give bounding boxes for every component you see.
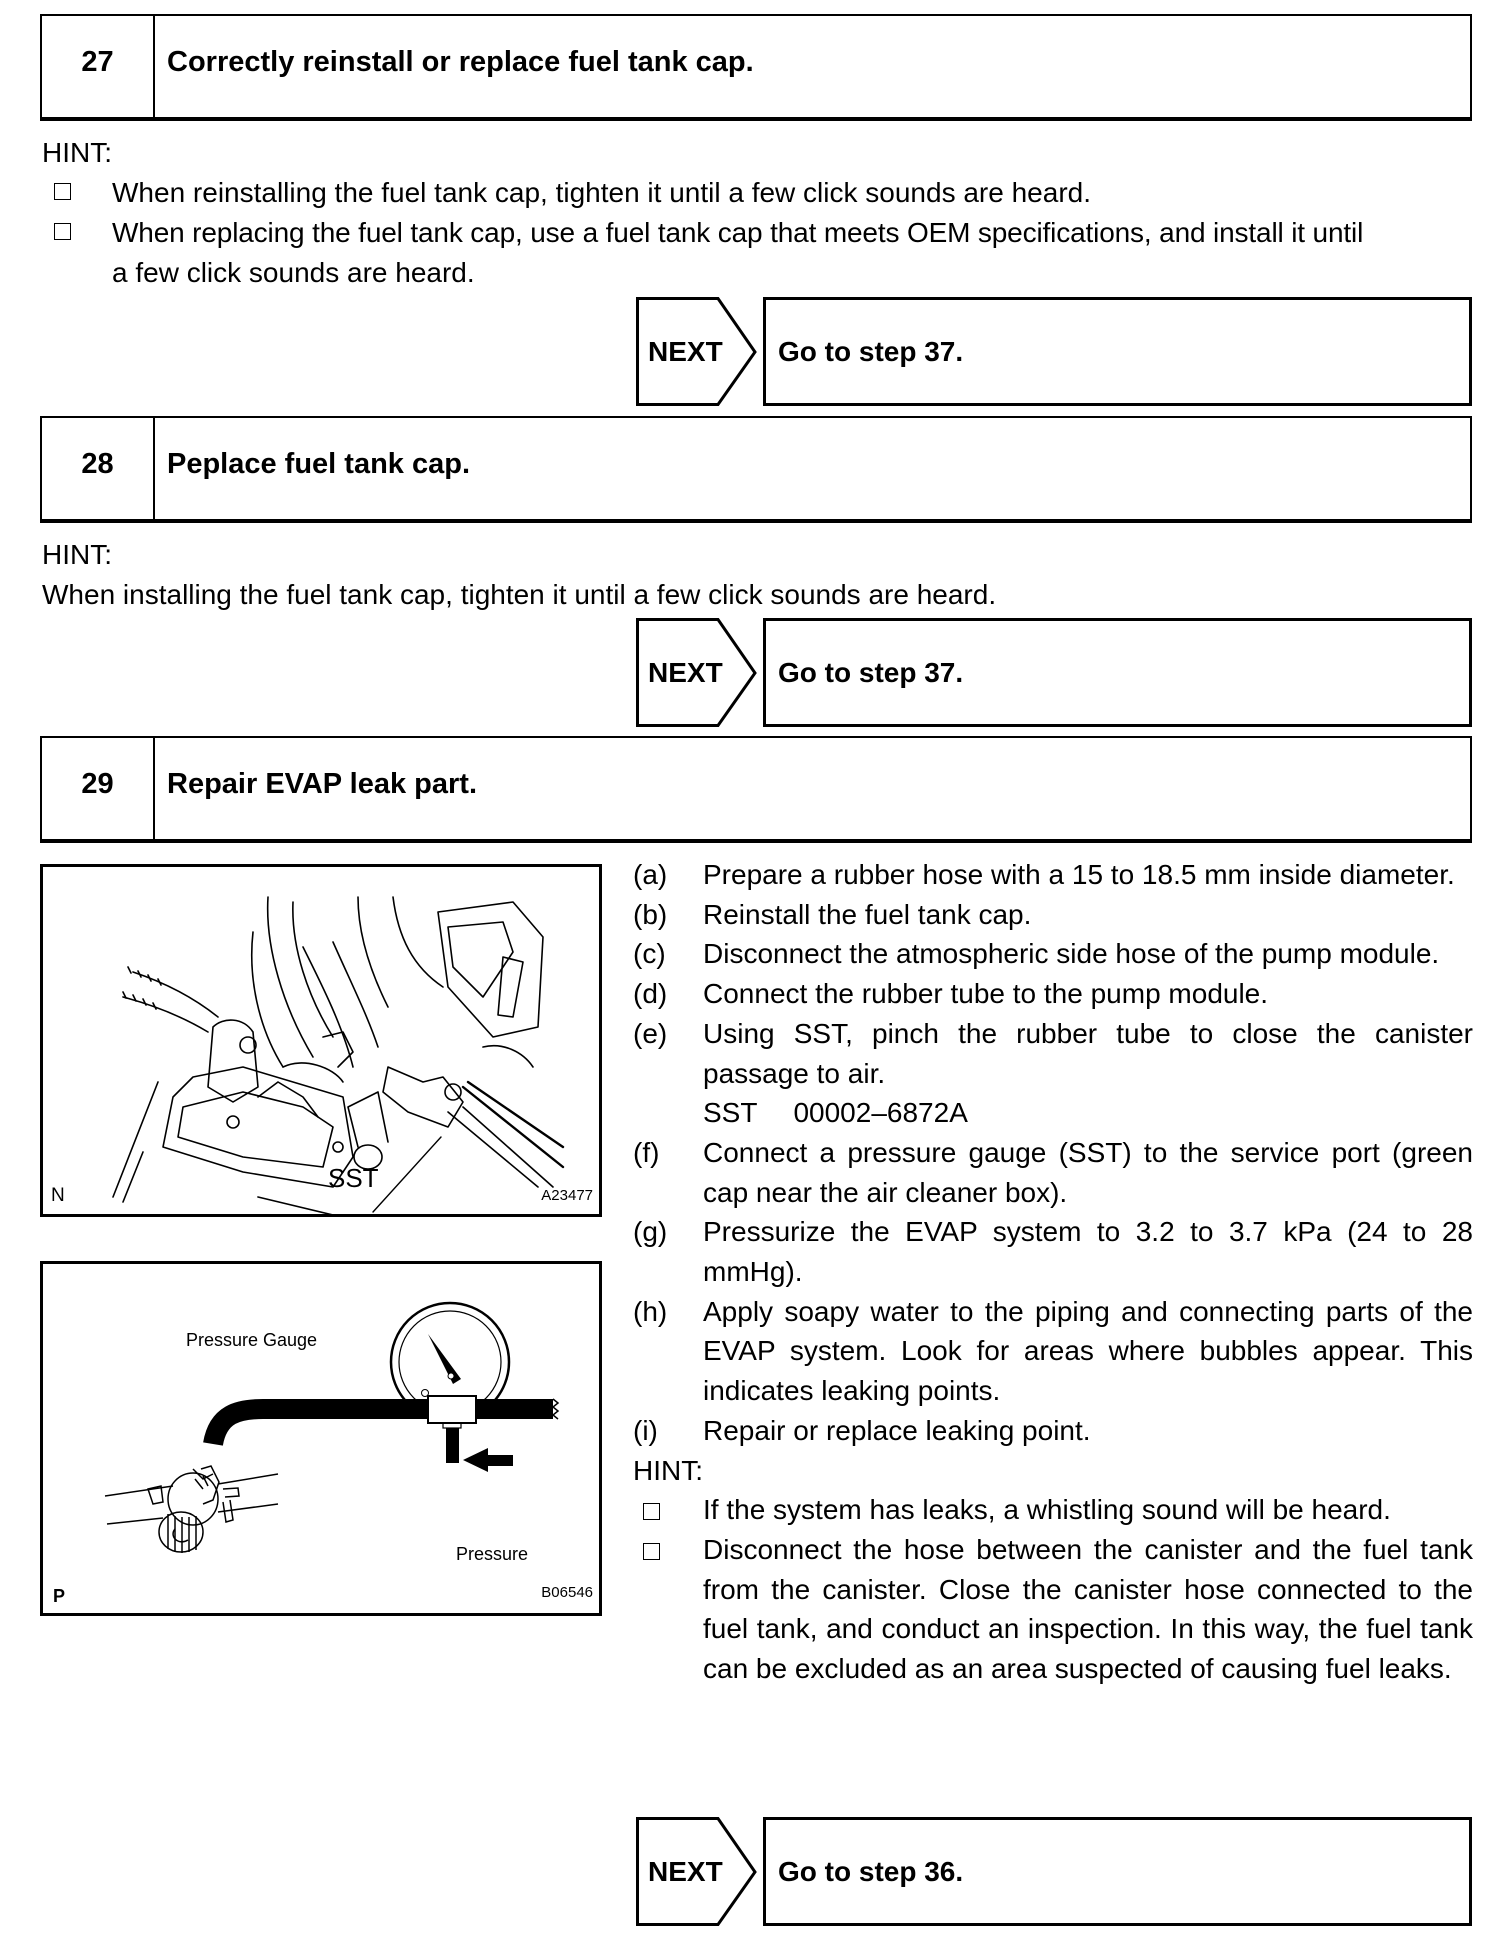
gauge-label: Pressure Gauge bbox=[186, 1330, 318, 1350]
procedure-text: Connect the rubber tube to the pump module. bbox=[703, 978, 1269, 1010]
sst-callout: SST bbox=[328, 1163, 379, 1193]
procedure-text: Apply soapy water to the piping and connecting parts of the EVAP system. Look for areas where bubbles appear. This indicates leaking points. bbox=[703, 1295, 1473, 1407]
checkbox-bullet-icon bbox=[54, 183, 71, 200]
next-action[interactable]: Go to step 37. bbox=[763, 618, 1472, 727]
sst-spec bbox=[703, 1093, 1473, 1133]
procedure-label: (c) bbox=[633, 938, 666, 970]
step-number: 28 bbox=[42, 418, 155, 519]
figure-corner-letter: P bbox=[53, 1586, 66, 1606]
hint-label: HINT: bbox=[42, 539, 112, 570]
procedure-text: Reinstall the fuel tank cap. bbox=[703, 898, 1032, 930]
step-28-header bbox=[40, 416, 1472, 523]
procedure-label: (f) bbox=[633, 1136, 660, 1168]
procedure-item bbox=[633, 855, 1473, 895]
checkbox-bullet-icon bbox=[643, 1503, 660, 1520]
next-step-29[interactable] bbox=[636, 1817, 1472, 1926]
next-step-27[interactable] bbox=[636, 297, 1472, 406]
hint-label: HINT: bbox=[42, 137, 112, 168]
checkbox-bullet-icon bbox=[643, 1543, 660, 1560]
procedure-item bbox=[633, 1014, 1473, 1133]
procedure-item bbox=[633, 1411, 1473, 1451]
next-action[interactable]: Go to step 36. bbox=[763, 1817, 1472, 1926]
next-label: NEXT bbox=[648, 335, 723, 367]
procedure-label: (b) bbox=[633, 898, 668, 930]
hint-item: When reinstalling the fuel tank cap, tighten it until a few click sounds are heard. bbox=[112, 177, 1091, 208]
procedure-text: Connect a pressure gauge (SST) to the service port (green cap near the air cleaner box). bbox=[703, 1136, 1473, 1208]
step-title: Peplace fuel tank cap. bbox=[167, 448, 471, 480]
hint-item bbox=[633, 1530, 1473, 1689]
sst-number: 00002–6872A bbox=[793, 1097, 968, 1129]
hint-item: When replacing the fuel tank cap, use a fuel tank cap that meets OEM specifications, and install it until bbox=[112, 217, 1364, 248]
next-label: NEXT bbox=[648, 656, 723, 688]
checkbox-bullet-icon bbox=[54, 223, 71, 240]
figure-sst-pinch bbox=[40, 864, 602, 1217]
procedure-text: Pressurize the EVAP system to 3.2 to 3.7 kPa (24 to 28 mmHg). bbox=[703, 1216, 1473, 1288]
figure-corner-letter: N bbox=[51, 1185, 65, 1206]
hint-text: Disconnect the hose between the canister and the fuel tank from the canister. Close the canister hose connected to the fuel tank, and conduct an inspection. In this way, the fuel tank can be excluded as an area suspected of causing fuel leaks. bbox=[703, 1533, 1473, 1685]
pump-module-illustration bbox=[43, 867, 599, 1214]
hint-text: When installing the fuel tank cap, tighten it until a few click sounds are heard. bbox=[42, 579, 997, 610]
next-label: NEXT bbox=[648, 1855, 723, 1887]
procedure-item bbox=[633, 974, 1473, 1014]
step-title: Correctly reinstall or replace fuel tank cap. bbox=[167, 46, 754, 78]
procedure-text: Prepare a rubber hose with a 15 to 18.5 mm inside diameter. bbox=[703, 859, 1455, 890]
procedure-label: (e) bbox=[633, 1017, 668, 1049]
step-29-header bbox=[40, 736, 1472, 843]
procedure-label: (g) bbox=[633, 1216, 668, 1248]
figure-pressure-gauge bbox=[40, 1261, 602, 1616]
step-27-header bbox=[40, 14, 1472, 121]
hint-text: If the system has leaks, a whistling sound will be heard. bbox=[703, 1494, 1391, 1526]
procedure-label: (a) bbox=[633, 859, 668, 890]
procedure-text: Disconnect the atmospheric side hose of the pump module. bbox=[703, 938, 1440, 970]
next-action[interactable]: Go to step 37. bbox=[763, 297, 1472, 406]
procedure-item bbox=[633, 1212, 1473, 1291]
sst-label: SST bbox=[703, 1097, 758, 1129]
next-step-28[interactable] bbox=[636, 618, 1472, 727]
procedure-label: (h) bbox=[633, 1295, 668, 1327]
hint-label: HINT: bbox=[633, 1454, 703, 1486]
hint-item bbox=[633, 1490, 1473, 1530]
procedure-text: Using SST, pinch the rubber tube to close the canister passage to air. bbox=[703, 1017, 1473, 1089]
step-number: 29 bbox=[42, 738, 155, 839]
figure-code: A23477 bbox=[541, 1187, 593, 1204]
step-title: Repair EVAP leak part. bbox=[167, 768, 478, 800]
step-number: 27 bbox=[42, 16, 155, 117]
procedure-item bbox=[633, 895, 1473, 935]
procedure-item bbox=[633, 1133, 1473, 1212]
procedure-item bbox=[633, 1292, 1473, 1411]
procedure-item bbox=[633, 934, 1473, 974]
procedure-label: (d) bbox=[633, 978, 668, 1010]
hint-item-continued: a few click sounds are heard. bbox=[112, 257, 475, 288]
procedure-text: Repair or replace leaking point. bbox=[703, 1414, 1091, 1446]
figure-code: B06546 bbox=[541, 1584, 593, 1601]
pressure-label: Pressure bbox=[456, 1544, 529, 1564]
procedure-label: (i) bbox=[633, 1414, 658, 1446]
procedure-list bbox=[633, 855, 1473, 1689]
